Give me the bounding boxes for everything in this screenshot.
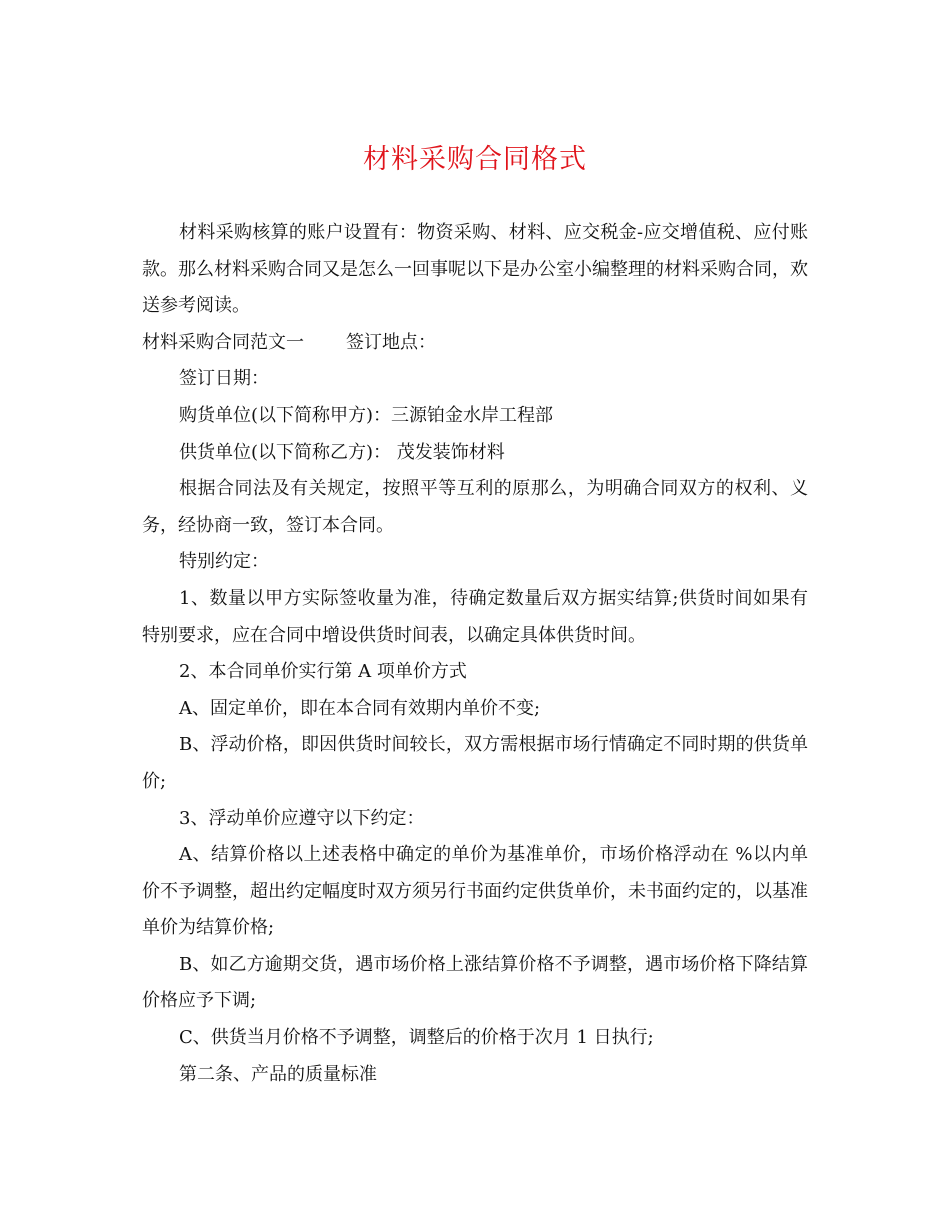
paragraph-special-terms: 特别约定：: [179, 551, 269, 573]
signing-place-label: 签订地点：: [346, 331, 436, 353]
paragraph-clause-3c: C、供货当月价格不予调整，调整后的价格于次月 1 日执行;: [179, 1027, 654, 1049]
paragraph-sample-heading: [142, 325, 808, 362]
paragraph-buyer: 购货单位(以下简称甲方)：三源铂金水岸工程部: [179, 404, 554, 426]
paragraph-article-2: 第二条、产品的质量标准: [179, 1063, 377, 1085]
document-body: [142, 215, 808, 1093]
paragraph-supplier: 供货单位(以下简称乙方)： 茂发装饰材料: [179, 441, 505, 463]
paragraph-signing-date: 签订日期：: [179, 368, 269, 390]
paragraph-basis: 根据合同法及有关规定，按照平等互利的原那么，为明确合同双方的权利、义务，经协商一致，签订本合同。: [142, 478, 808, 536]
sample-heading-text: 材料采购合同范文一: [142, 331, 304, 353]
paragraph-clause-2a: A、固定单价，即在本合同有效期内单价不变;: [179, 697, 541, 719]
paragraph-clause-3b: B、如乙方逾期交货，遇市场价格上涨结算价格不予调整，遇市场价格下降结算价格应予下调;: [142, 953, 808, 1012]
paragraph-intro: 材料采购核算的账户设置有：物资采购、材料、应交税金-应交增值税、应付账款。那么材料采购合同又是怎么一回事呢以下是办公室小编整理的材料采购合同，欢送参考阅读。: [142, 222, 808, 317]
paragraph-clause-1: 1、数量以甲方实际签收量为准，待确定数量后双方据实结算;供货时间如果有特别要求，应在合同中增设供货时间表，以确定具体供货时间。: [142, 587, 808, 646]
paragraph-clause-3a: A、结算价格以上述表格中确定的单价为基准单价，市场价格浮动在 %以内单价不予调整，超出约定幅度时双方须另行书面约定供货单价，未书面约定的，以基准单价为结算价格;: [142, 844, 808, 939]
paragraph-clause-2b: B、浮动价格，即因供货时间较长，双方需根据市场行情确定不同时期的供货单价;: [142, 734, 808, 792]
paragraph-clause-3: 3、浮动单价应遵守以下约定：: [179, 807, 425, 829]
document-title: 材料采购合同格式: [363, 144, 587, 175]
paragraph-clause-2: 2、本合同单价实行第 A 项单价方式: [179, 661, 467, 683]
